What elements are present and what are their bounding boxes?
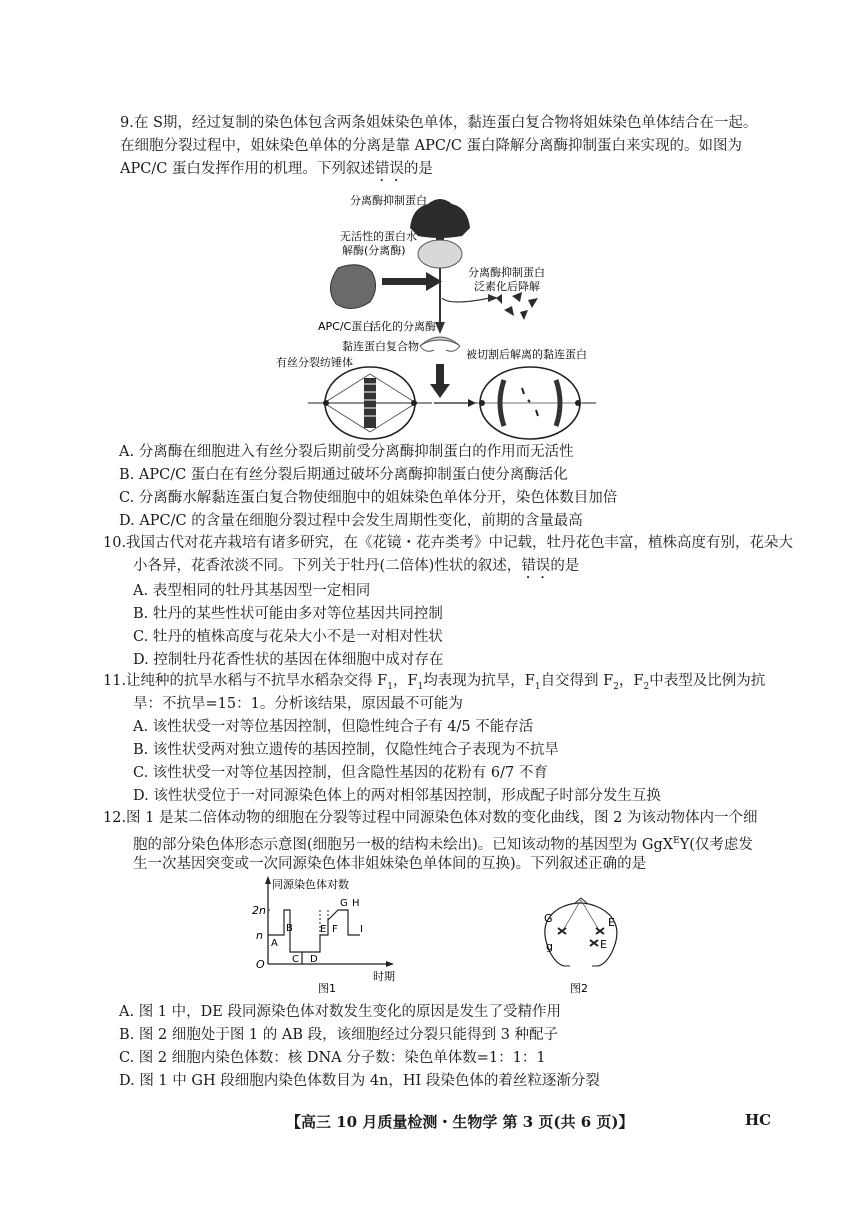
- page-footer: 【高三 10 月质量检测・生物学 第 3 页(共 6 页)】: [286, 1113, 634, 1131]
- q11-text-a: 11.让纯种的抗旱水稻与不抗旱水稻杂交得 F: [103, 673, 388, 689]
- q11-text-d: 自交得到 F: [540, 673, 614, 689]
- label-cleaved: 被切割后解离的黏连蛋白: [466, 348, 587, 361]
- q9-option-d[interactable]: D. APC/C 的含量在细胞分裂过程中会发生周期性变化，前期的含量最高: [119, 513, 583, 529]
- q12-stem-line3: 生一次基因突变或一次同源染色体非姐妹染色单体间的互换)。下列叙述正确的是: [133, 856, 647, 872]
- q12-option-c[interactable]: C. 图 2 细胞内染色体数：核 DNA 分子数：染色单体数=1：1：1: [119, 1050, 546, 1066]
- q11-sub-f1c: 1: [534, 681, 541, 692]
- fig1-seg-i: I: [360, 924, 363, 935]
- label-degraded-1: 分离酶抑制蛋白: [468, 266, 545, 279]
- fig1-yn: n: [256, 929, 263, 942]
- active-separase-shape: [420, 337, 460, 346]
- fig1-seg-d: D: [310, 954, 318, 965]
- fig1-caption: 图1: [318, 982, 336, 995]
- q10-option-a[interactable]: A. 表型相同的牡丹其基因型一定相同: [133, 583, 371, 599]
- label-inactive-2: 解酶(分离酶): [342, 244, 406, 257]
- q9-option-c[interactable]: C. 分离酶水解黏连蛋白复合物使细胞中的姐妹染色单体分开，染色体数目加倍: [119, 490, 618, 506]
- fig1-ylabel: 同源染色体对数: [272, 878, 349, 891]
- q10-stem-line2: [133, 555, 579, 582]
- q12-text-pre: 胞的部分染色体形态示意图(细胞另一极的结构未绘出)。已知该动物的基因型为 GgX: [133, 836, 674, 853]
- q11-option-a[interactable]: A. 该性状受一对等位基因控制，但隐性纯合子有 4/5 不能存活: [133, 719, 534, 735]
- fig2-cell: [545, 903, 617, 966]
- fig1-seg-b: B: [286, 923, 293, 934]
- fig2-g-upper: G: [544, 912, 553, 925]
- fig1-seg-h: H: [352, 898, 360, 909]
- label-spindle: 有丝分裂纺锤体: [276, 356, 353, 369]
- fig1-y2n: 2n: [252, 904, 266, 917]
- q12-option-b[interactable]: B. 图 2 细胞处于图 1 的 AB 段，该细胞经过分裂只能得到 3 种配子: [119, 1027, 559, 1043]
- q11-sub-f1a: 1: [387, 681, 393, 692]
- q11-sub-f2b: 2: [643, 681, 650, 692]
- q12-text-post: Y(仅考虑发: [679, 836, 753, 853]
- q11-text-e: ，F: [618, 673, 644, 689]
- apc-shape: [330, 265, 375, 309]
- fig2-g-lower: g: [546, 940, 553, 953]
- q12-stem-line2: [133, 830, 753, 856]
- label-apc: APC/C蛋白: [318, 320, 374, 333]
- q10-option-c[interactable]: C. 牡丹的植株高度与花朵大小不是一对相对性状: [133, 629, 443, 645]
- label-degraded-2: 泛素化后降解: [474, 280, 540, 293]
- q11-text-b: ，F: [392, 673, 418, 689]
- fig1-seg-g: G: [340, 898, 348, 909]
- q11-sub-f1b: 1: [417, 681, 424, 692]
- footer-code: HC: [745, 1111, 772, 1129]
- q9-apc-diagram: [260, 188, 620, 443]
- q10-option-d[interactable]: D. 控制牡丹花香性状的基因在体细胞中成对存在: [133, 652, 444, 668]
- q10-stem-post: 的是: [550, 558, 580, 574]
- q12-stem-line1: 12.图 1 是某二倍体动物的细胞在分裂等过程中同源染色体对数的变化曲线，图 2 为该动物体内一个细: [103, 810, 758, 826]
- label-active: 活化的分离酶: [370, 320, 436, 333]
- q9-option-a[interactable]: A. 分离酶在细胞进入有丝分裂后期前受分离酶抑制蛋白的作用而无活性: [119, 444, 574, 460]
- q9-stem-pre: APC/C 蛋白发挥作用的机理。下列叙述: [120, 161, 375, 177]
- q12-fig1: [248, 876, 408, 996]
- q12-option-a[interactable]: A. 图 1 中，DE 段同源染色体对数发生变化的原因是发生了受精作用: [119, 1004, 561, 1020]
- q11-option-b[interactable]: B. 该性状受两对独立遗传的基因控制，仅隐性纯合子表现为不抗旱: [133, 742, 559, 758]
- q12-option-d[interactable]: D. 图 1 中 GH 段细胞内染色体数目为 4n，HI 段染色体的着丝粒逐渐分裂: [119, 1073, 600, 1089]
- q9-option-b[interactable]: B. APC/C 蛋白在有丝分裂后期通过破坏分离酶抑制蛋白使分离酶活化: [119, 467, 568, 483]
- q11-option-c[interactable]: C. 该性状受一对等位基因控制，但含隐性基因的花粉有 6/7 不育: [133, 765, 548, 781]
- fig2-caption: 图2: [570, 982, 588, 995]
- fig1-seg-f: F: [332, 924, 338, 935]
- degraded-fragments: [496, 292, 538, 320]
- q10-option-b[interactable]: B. 牡丹的某些性状可能由多对等位基因共同控制: [133, 606, 443, 622]
- fig2-e-lower: E: [600, 938, 607, 951]
- q11-sub-f2a: 2: [613, 681, 619, 692]
- q10-emphasis: 错误: [521, 558, 551, 574]
- q11-text-f: 中表型及比例为抗: [649, 673, 766, 689]
- q11-text-c: 均表现为抗旱，F: [423, 673, 535, 689]
- fig1-seg-a: A: [271, 938, 278, 949]
- q9-emphasis: 错误: [374, 161, 404, 177]
- q9-stem-post: 的是: [403, 161, 433, 177]
- q9-stem-line2: 在细胞分裂过程中，姐妹染色单体的分离是靠 APC/C 蛋白降解分离酶抑制蛋白来实现的。如图为: [120, 138, 743, 154]
- q10-stem-pre: 小各异，花香浓淡不同。下列关于牡丹(二倍体)性状的叙述，: [133, 558, 522, 574]
- fig1-seg-e: E: [320, 924, 327, 935]
- q11-stem-line2: 旱：不抗旱=15：1。分析该结果，原因最不可能为: [133, 696, 463, 712]
- label-inhibitor: 分离酶抑制蛋白: [350, 194, 427, 207]
- inactive-separase-shape: [418, 240, 462, 268]
- label-cohesin: 黏连蛋白复合物: [342, 340, 419, 353]
- q9-stem-line1: 9.在 S期，经过复制的染色体包含两条姐妹染色单体，黏连蛋白复合物将姐妹染色单体结合在一起。: [120, 115, 758, 131]
- q12-sup-e: E: [673, 836, 680, 846]
- fig1-origin: O: [256, 958, 265, 971]
- q12-fig2: [530, 892, 640, 996]
- fig1-seg-c: C: [292, 954, 299, 965]
- q10-stem-line1: 10.我国古代对花卉栽培有诸多研究，在《花镜・花卉类考》中记载，牡丹花色丰富，植株高度有别，花朵大: [103, 535, 794, 551]
- fig2-e-upper: E: [608, 916, 615, 929]
- label-inactive-1: 无活性的蛋白水: [340, 230, 417, 243]
- q11-option-d[interactable]: D. 该性状受位于一对同源染色体上的两对相邻基因控制，形成配子时部分发生互换: [133, 788, 661, 804]
- q9-stem-line3: [120, 158, 433, 185]
- fig1-xlabel: 时期: [373, 970, 395, 983]
